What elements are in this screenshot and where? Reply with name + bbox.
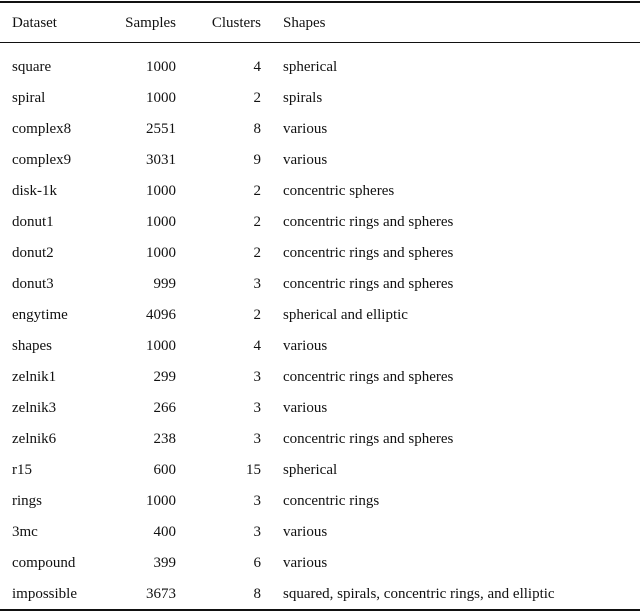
header-samples: Samples	[125, 15, 176, 31]
table-row	[0, 486, 640, 517]
cell-shapes: concentric rings and spheres	[283, 214, 454, 230]
header-row	[0, 4, 640, 43]
cell-shapes: various	[283, 121, 328, 137]
cell-samples: 266	[153, 400, 176, 416]
header-dataset: Dataset	[12, 15, 57, 31]
table-body	[0, 43, 640, 610]
cell-dataset: complex8	[12, 121, 72, 137]
cell-clusters: 2	[253, 90, 261, 106]
table-row	[0, 331, 640, 362]
cell-dataset: rings	[12, 493, 42, 509]
cell-samples: 1000	[146, 338, 176, 354]
cell-clusters: 2	[253, 245, 261, 261]
cell-dataset: engytime	[12, 307, 68, 323]
cell-dataset: donut1	[12, 214, 54, 230]
table-row	[0, 579, 640, 610]
table-row	[0, 207, 640, 238]
cell-samples: 238	[153, 431, 176, 447]
cell-shapes: various	[283, 555, 328, 571]
table-row	[0, 83, 640, 114]
cell-dataset: disk-1k	[12, 183, 57, 199]
table-row	[0, 114, 640, 145]
cell-dataset: complex9	[12, 152, 72, 168]
cell-clusters: 9	[253, 152, 261, 168]
cell-samples: 999	[153, 276, 176, 292]
cell-clusters: 15	[246, 462, 261, 478]
cell-samples: 400	[153, 524, 176, 540]
cell-clusters: 4	[253, 59, 261, 75]
cell-shapes: spherical	[283, 59, 338, 75]
cell-clusters: 3	[253, 431, 261, 447]
cell-shapes: various	[283, 400, 328, 416]
cell-dataset: shapes	[12, 338, 52, 354]
cell-samples: 600	[153, 462, 176, 478]
cell-shapes: various	[283, 524, 328, 540]
cell-dataset: r15	[12, 462, 32, 478]
cell-clusters: 3	[253, 369, 261, 385]
table-row	[0, 300, 640, 331]
table-row	[0, 43, 640, 83]
cell-shapes: concentric rings	[283, 493, 380, 509]
cell-samples: 399	[153, 555, 176, 571]
cell-shapes: concentric rings and spheres	[283, 369, 454, 385]
cell-shapes: various	[283, 152, 328, 168]
cell-clusters: 3	[253, 400, 261, 416]
cell-dataset: donut3	[12, 276, 54, 292]
cell-clusters: 8	[253, 121, 261, 137]
cell-shapes: spherical and elliptic	[283, 307, 408, 323]
cell-dataset: donut2	[12, 245, 54, 261]
cell-samples: 4096	[146, 307, 176, 323]
datasets-table	[0, 4, 640, 610]
table-row	[0, 238, 640, 269]
cell-shapes: concentric rings and spheres	[283, 245, 454, 261]
cell-samples: 1000	[146, 90, 176, 106]
cell-dataset: zelnik1	[12, 369, 57, 385]
cell-clusters: 2	[253, 214, 261, 230]
header-shapes: Shapes	[283, 15, 326, 31]
table-row	[0, 517, 640, 548]
cell-shapes: concentric rings and spheres	[283, 431, 454, 447]
cell-samples: 1000	[146, 493, 176, 509]
cell-samples: 3673	[146, 586, 176, 602]
cell-dataset: zelnik3	[12, 400, 57, 416]
cell-dataset: zelnik6	[12, 431, 57, 447]
cell-samples: 3031	[146, 152, 176, 168]
table-row	[0, 455, 640, 486]
cell-dataset: 3mc	[12, 524, 38, 540]
table-row	[0, 269, 640, 300]
cell-samples: 1000	[146, 214, 176, 230]
table-row	[0, 145, 640, 176]
cell-dataset: impossible	[12, 586, 78, 602]
cell-clusters: 4	[253, 338, 261, 354]
table-row	[0, 548, 640, 579]
cell-clusters: 3	[253, 493, 261, 509]
cell-shapes: spirals	[283, 90, 323, 106]
cell-clusters: 3	[253, 524, 261, 540]
cell-samples: 1000	[146, 183, 176, 199]
cell-shapes: various	[283, 338, 328, 354]
cell-clusters: 3	[253, 276, 261, 292]
table-row	[0, 393, 640, 424]
cell-shapes: squared, spirals, concentric rings, and elliptic	[283, 586, 555, 602]
cell-samples: 1000	[146, 245, 176, 261]
table-row	[0, 176, 640, 207]
cell-samples: 299	[153, 369, 176, 385]
cell-dataset: square	[12, 59, 52, 75]
cell-samples: 1000	[146, 59, 176, 75]
header-clusters: Clusters	[211, 15, 261, 31]
table-row	[0, 362, 640, 393]
top-rule	[0, 1, 640, 3]
cell-clusters: 8	[253, 586, 261, 602]
table-row	[0, 424, 640, 455]
cell-clusters: 2	[253, 183, 261, 199]
cell-dataset: spiral	[12, 90, 46, 106]
cell-clusters: 2	[253, 307, 261, 323]
cell-samples: 2551	[146, 121, 176, 137]
cell-clusters: 6	[253, 555, 261, 571]
cell-dataset: compound	[12, 555, 76, 571]
cell-shapes: concentric rings and spheres	[283, 276, 454, 292]
cell-shapes: spherical	[283, 462, 338, 478]
cell-shapes: concentric spheres	[283, 183, 395, 199]
